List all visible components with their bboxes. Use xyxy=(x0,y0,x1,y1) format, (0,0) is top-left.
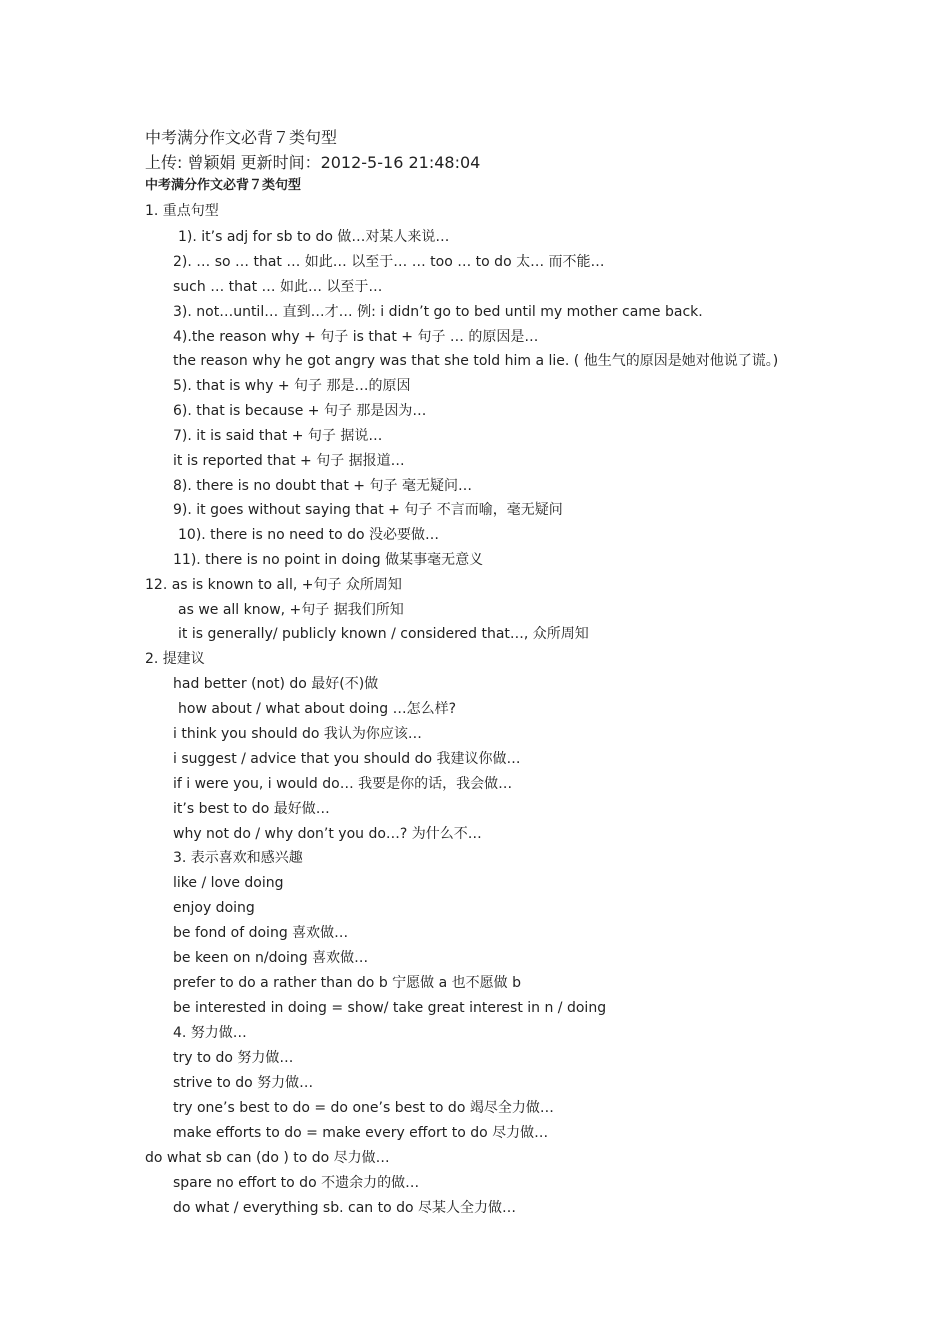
text-line: be fond of doing 喜欢做… xyxy=(173,925,349,941)
text-line: prefer to do a rather than do b 宁愿做 a 也不愿做 b xyxy=(173,975,521,991)
text-line: try to do 努力做… xyxy=(173,1050,294,1066)
text-line: 4).the reason why + 句子 is that + 句子 … 的原因是… xyxy=(173,329,539,345)
upload-meta: 上传: 曾颖娟 更新时间：2012-5-16 21:48:04 xyxy=(145,153,481,172)
text-line: do what / everything sb. can to do 尽某人全力做… xyxy=(173,1200,517,1216)
section-heading: 3. 表示喜欢和感兴趣 xyxy=(173,850,303,866)
text-line: had better (not) do 最好(不)做 xyxy=(173,676,379,692)
text-line: 12. as is known to all, +句子 众所周知 xyxy=(145,577,402,593)
text-line: 9). it goes without saying that + 句子 不言而喻，毫无疑问 xyxy=(173,502,563,518)
section-heading: 4. 努力做… xyxy=(173,1025,247,1041)
text-line: i think you should do 我认为你应该… xyxy=(173,726,422,742)
text-line: it’s best to do 最好做… xyxy=(173,801,330,817)
text-line: strive to do 努力做… xyxy=(173,1075,314,1091)
text-line: 2). … so … that … 如此… 以至于… … too … to do 太… 而不能… xyxy=(173,254,605,270)
text-line: 6). that is because + 句子 那是因为… xyxy=(173,403,427,419)
section-heading: 2. 提建议 xyxy=(145,651,205,667)
text-line: try one’s best to do = do one’s best to do 竭尽全力做… xyxy=(173,1100,554,1116)
article-heading: 中考满分作文必背７类句型 xyxy=(145,178,302,193)
text-line: it is reported that + 句子 据报道… xyxy=(173,453,405,469)
text-line: 1). it’s adj for sb to do 做…对某人来说… xyxy=(178,229,450,245)
text-line: if i were you, i would do… 我要是你的话，我会做… xyxy=(173,776,513,792)
text-line: as we all know, +句子 据我们所知 xyxy=(178,602,404,618)
text-line: 10). there is no need to do 没必要做… xyxy=(178,527,440,543)
document-title: 中考满分作文必背７类句型 xyxy=(145,128,338,147)
text-line: 3). not…until… 直到…才… 例: i didn’t go to bed until my mother came back. xyxy=(173,304,703,320)
text-line: be interested in doing = show/ take great interest in n / doing xyxy=(173,1000,607,1016)
text-line: like / love doing xyxy=(173,875,284,891)
section-heading: 1. 重点句型 xyxy=(145,203,219,219)
text-line: 11). there is no point in doing 做某事毫无意义 xyxy=(173,552,484,568)
text-line: it is generally/ publicly known / considered that…, 众所周知 xyxy=(178,626,589,642)
text-line: i suggest / advice that you should do 我建议你做… xyxy=(173,751,521,767)
text-line: 8). there is no doubt that + 句子 毫无疑问… xyxy=(173,478,472,494)
text-line: 5). that is why + 句子 那是…的原因 xyxy=(173,378,411,394)
text-line: how about / what about doing …怎么样? xyxy=(178,701,457,717)
text-line: be keen on n/doing 喜欢做… xyxy=(173,950,369,966)
text-line: the reason why he got angry was that she told him a lie. ( 他生气的原因是她对他说了谎。) xyxy=(173,353,779,369)
text-line: make efforts to do = make every effort to do 尽力做… xyxy=(173,1125,549,1141)
text-line: do what sb can (do ) to do 尽力做… xyxy=(145,1150,390,1166)
text-line: 7). it is said that + 句子 据说… xyxy=(173,428,383,444)
text-line: spare no effort to do 不遗余力的做… xyxy=(173,1175,420,1191)
text-line: enjoy doing xyxy=(173,900,255,916)
text-line: such … that … 如此… 以至于… xyxy=(173,279,383,295)
text-line: why not do / why don’t you do…? 为什么不… xyxy=(173,826,482,842)
